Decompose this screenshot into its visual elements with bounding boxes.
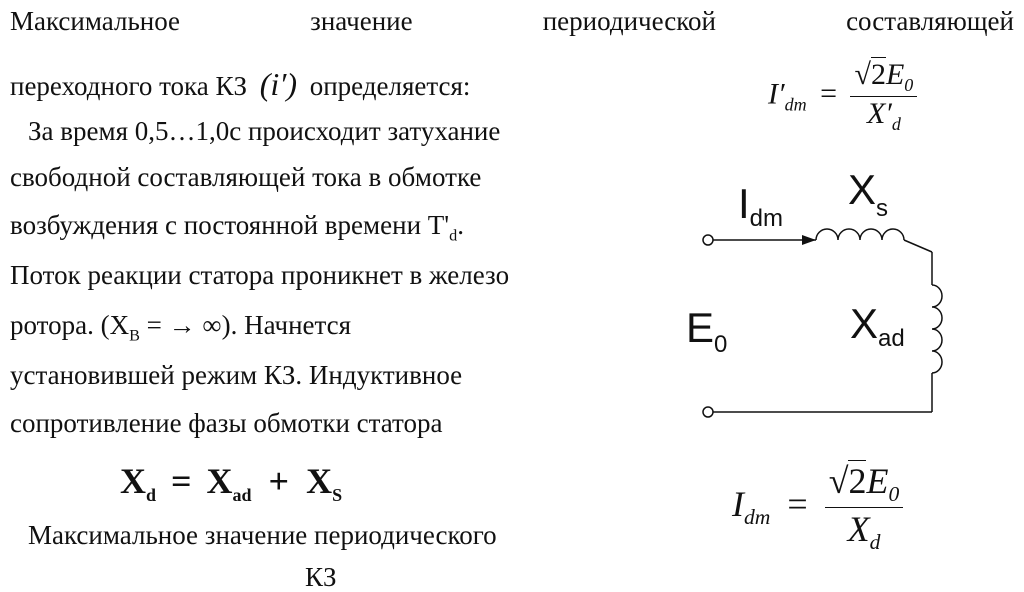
text-line-11: КЗ: [305, 562, 337, 592]
formula-top-den-sub: d: [891, 114, 901, 134]
label-idm: Idm: [738, 180, 784, 232]
text-line-5: [10, 212, 464, 244]
formula-bottom-emf: E: [866, 461, 889, 501]
terminal-top: [703, 235, 713, 245]
formula-top-lhs-sub: dm: [784, 94, 807, 115]
text-line-7a: ротора. (Х: [10, 310, 130, 340]
word-2: значение: [310, 6, 413, 36]
text-line-9: сопротивление фазы обмотки статора: [10, 408, 443, 438]
formula-bottom-fraction: $\frac{√2E_0}{X_d}$: [825, 460, 904, 555]
text-line-5a: возбуждения с постоянной времени Т': [10, 210, 450, 240]
formula-transient-current: [768, 58, 917, 135]
text-line-2a: переходного тока КЗ: [10, 71, 248, 101]
xs-sub: S: [332, 485, 343, 506]
heading-row-1: [10, 6, 1014, 37]
circuit-diagram: [680, 160, 970, 430]
xad-sub: ad: [232, 485, 252, 506]
formula-top-emf: E: [885, 58, 905, 91]
text-line-4: свободной составляющей тока в обмотке: [10, 162, 482, 192]
formula-bottom-den: X: [847, 509, 870, 550]
arrow-icon: [802, 235, 816, 245]
current-symbol: (i′): [259, 66, 297, 102]
formula-top-lhs: I′: [768, 77, 785, 111]
formula-top-sqrt: 2: [870, 58, 886, 91]
text-line-2: [10, 68, 470, 100]
text-line-8: установившей режим КЗ. Индуктивное: [10, 360, 463, 390]
formula-bottom-equals: =: [787, 483, 808, 524]
terminal-bottom: [703, 407, 713, 417]
formula-top-den: X′: [866, 97, 892, 130]
label-xs: $X_s$: [848, 166, 889, 222]
text-line-10: Максимальное значение периодического: [28, 520, 497, 550]
formula-bottom-emf-sub: 0: [888, 482, 900, 507]
formula-bottom-lhs: I: [732, 483, 744, 524]
label-xad: Xad: [850, 300, 905, 352]
formula-bottom-sqrt: 2: [848, 461, 867, 501]
formula-bottom-den-sub: d: [869, 530, 881, 555]
coil-xs: [816, 229, 904, 240]
text-line-5-sub: d: [449, 226, 458, 245]
wire-to-right: [904, 240, 932, 252]
text-line-3: За время 0,5…1,0с происходит затухание: [28, 116, 501, 146]
text-line-7: [10, 312, 351, 344]
plus-sign: +: [268, 461, 290, 501]
formula-top-fraction: $\frac{√2E_0}{X'_d}$: [850, 58, 917, 135]
coil-xad: [932, 285, 942, 373]
label-e0: $E_0$: [686, 304, 728, 358]
word-1: Максимальное: [10, 6, 181, 36]
formula-top-emf-sub: 0: [904, 75, 914, 95]
text-line-7b: = → ∞). Начнется: [139, 310, 352, 340]
formula-top-equals: =: [820, 77, 837, 111]
xd-formula: [120, 460, 342, 506]
xs-term: X: [306, 461, 333, 501]
xd-term: X: [120, 461, 146, 501]
formula-bottom-lhs-sub: dm: [744, 505, 771, 530]
word-4: составляющей: [846, 6, 1014, 36]
text-line-7-sub: В: [129, 326, 140, 345]
text-line-2b: определяется:: [309, 71, 471, 101]
xad-term: X: [206, 461, 233, 501]
xd-sub: d: [146, 485, 157, 506]
xd-equals: =: [171, 461, 192, 501]
word-3: периодической: [542, 6, 716, 36]
text-line-5-end: .: [457, 210, 464, 240]
text-line-6: Поток реакции статора проникнет в железо: [10, 260, 510, 290]
formula-steady-current: [732, 460, 903, 555]
